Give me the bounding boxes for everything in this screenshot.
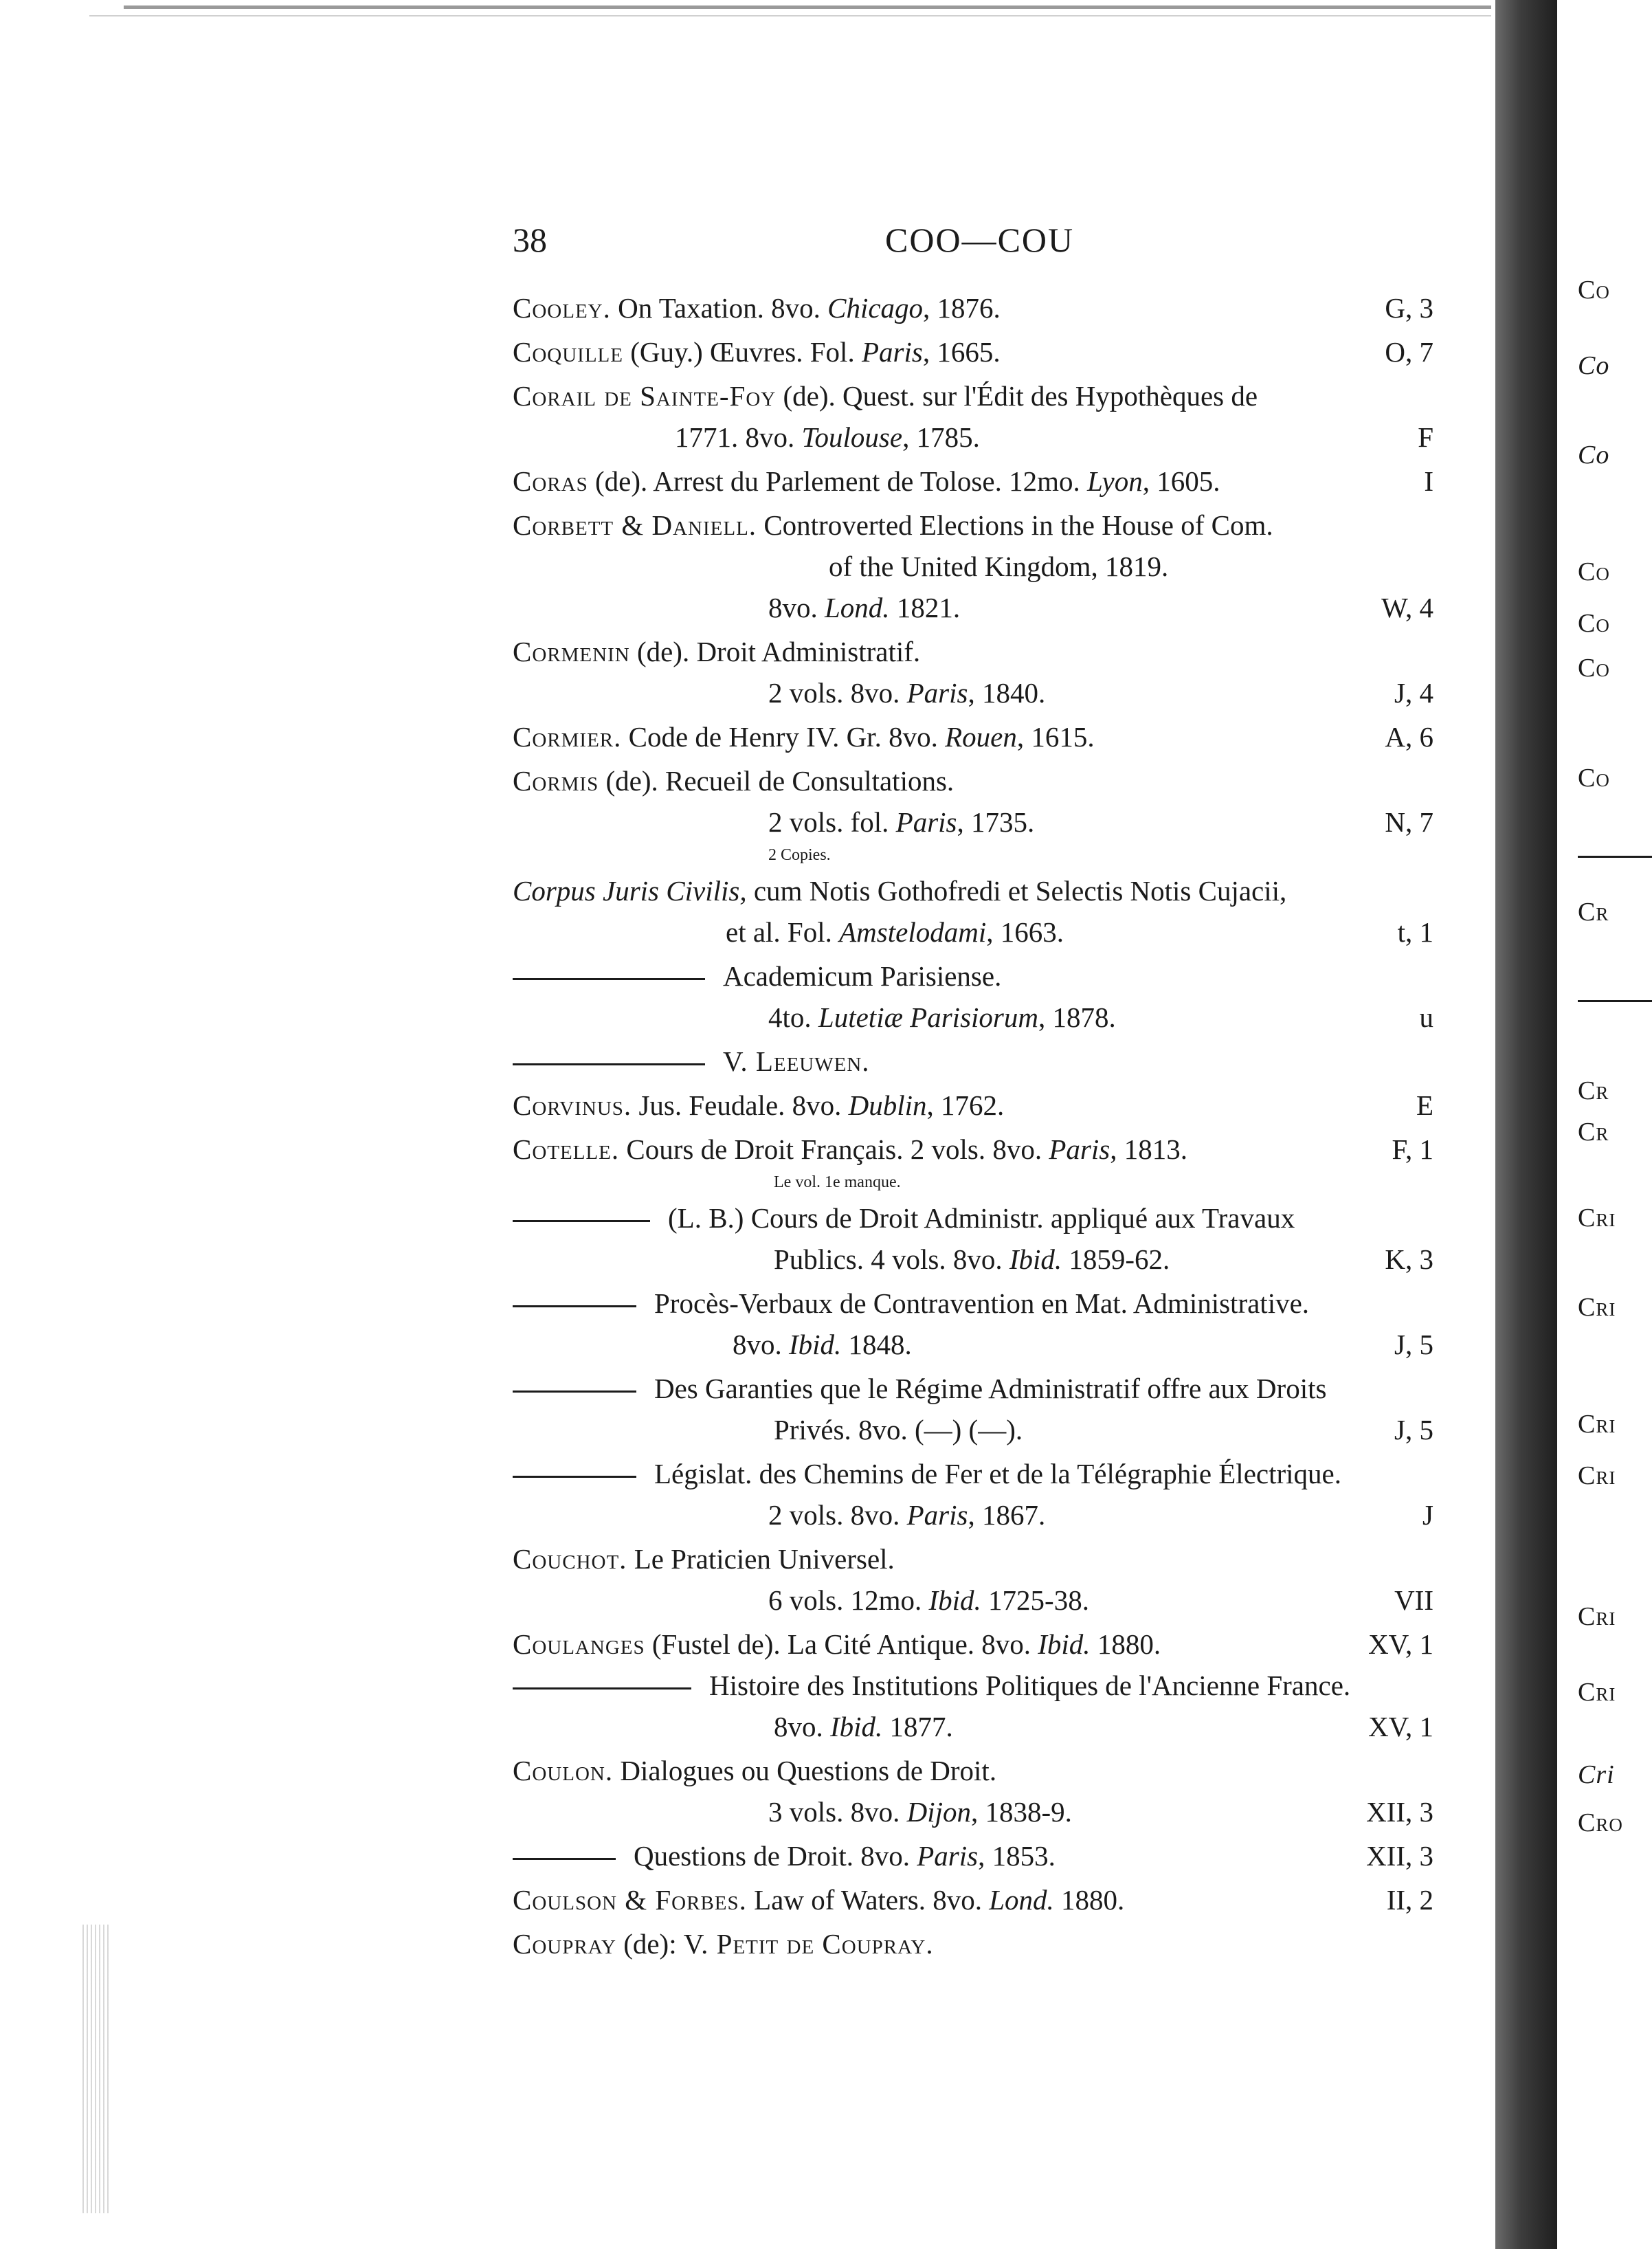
facing-page-text: Cri xyxy=(1578,1760,1615,1789)
entry-line xyxy=(513,1129,1433,1170)
entry-date: 1880. xyxy=(1090,1628,1161,1660)
facing-page-text: Co xyxy=(1578,441,1610,469)
entry-place: Paris xyxy=(861,336,923,368)
shelf-location: J, 4 xyxy=(1394,677,1433,709)
entry-text: Cours de Droit Français. 2 vols. 8vo. xyxy=(619,1133,1049,1165)
shelf-location: I xyxy=(1424,465,1433,497)
book-gutter xyxy=(1495,0,1557,2249)
entry-line xyxy=(513,1041,1433,1082)
entry-line xyxy=(513,331,1433,373)
facing-page-text: Co xyxy=(1578,351,1610,380)
shelf-location: XV, 1 xyxy=(1368,1711,1433,1742)
facing-page-text: Co xyxy=(1578,654,1610,683)
shelf-location: O, 7 xyxy=(1385,336,1433,368)
entry-text: Law of Waters. 8vo. xyxy=(746,1884,990,1916)
facing-page-text: Co xyxy=(1578,609,1610,638)
entry-text: 6 vols. 12mo. xyxy=(768,1584,929,1616)
entry-author: V. Leeuwen. xyxy=(723,1045,870,1077)
ditto-dash xyxy=(513,1858,616,1860)
ditto-dash xyxy=(513,1391,636,1393)
entry-line xyxy=(513,672,1433,713)
entry-text: 2 vols. fol. xyxy=(768,806,896,838)
entry-line xyxy=(513,1368,1433,1409)
shelf-location: A, 6 xyxy=(1385,721,1433,753)
entry-date: , 1853. xyxy=(978,1840,1056,1872)
entry-date: , 1605. xyxy=(1142,465,1220,497)
entry-author: Coulson & Forbes. xyxy=(513,1884,747,1916)
entry-text: (de): xyxy=(616,1928,684,1960)
entry-line xyxy=(513,843,1433,867)
entry-author: Cormis xyxy=(513,765,599,797)
entry-text: Controverted Elections in the House of Com. xyxy=(757,509,1273,541)
entry-place: Ibid. xyxy=(789,1329,842,1360)
entry-line xyxy=(513,1170,1433,1195)
catalogue-entry xyxy=(513,1368,1433,1450)
catalogue-entry xyxy=(513,287,1433,329)
entry-date: , 1615. xyxy=(1016,721,1095,753)
entry-line xyxy=(513,870,1433,911)
entry-text: (de). Droit Administratif. xyxy=(629,636,921,667)
entry-text: On Taxation. 8vo. xyxy=(610,292,828,324)
entry-line xyxy=(513,716,1433,757)
shelf-location: VII xyxy=(1394,1584,1433,1616)
catalogue-entry xyxy=(513,1129,1433,1195)
entry-line xyxy=(513,1665,1433,1706)
entry-line xyxy=(513,461,1433,502)
ditto-dash xyxy=(513,1687,691,1689)
page-header xyxy=(513,220,1433,275)
shelf-location: G, 3 xyxy=(1385,292,1433,324)
entry-date: , 1813. xyxy=(1110,1133,1187,1165)
ditto-dash xyxy=(513,1220,650,1222)
entry-date: 1877. xyxy=(882,1711,953,1742)
entry-place: Ibid. xyxy=(928,1584,981,1616)
entry-text: 2 vols. 8vo. xyxy=(768,677,907,709)
facing-page-text: Cr xyxy=(1578,1118,1609,1146)
entry-date: , 1762. xyxy=(926,1089,1005,1121)
entry-text: 2 vols. 8vo. xyxy=(768,1499,907,1531)
entry-place: Paris xyxy=(917,1840,979,1872)
entry-date: , 1838-9. xyxy=(971,1796,1072,1828)
entry-author: Coulanges xyxy=(513,1628,645,1660)
catalogue-entry xyxy=(513,1750,1433,1832)
entry-author: Corail de Sainte-Foy xyxy=(513,380,777,412)
facing-page-text: Cri xyxy=(1578,1293,1616,1322)
facing-page-text: Co xyxy=(1578,764,1610,793)
entry-line xyxy=(513,1283,1433,1324)
entry-date: 1821. xyxy=(889,592,961,623)
entry-text: 3 vols. 8vo. xyxy=(768,1796,907,1828)
entry-date: , 1665. xyxy=(922,336,1001,368)
facing-page-text: Cri xyxy=(1578,1461,1616,1490)
catalogue-entry xyxy=(513,631,1433,713)
entry-place: Amstelodami xyxy=(839,916,987,948)
page-top-edge-shadow xyxy=(89,15,1491,16)
entry-title: Corpus Juris Civilis, xyxy=(513,875,747,907)
catalogue-entry xyxy=(513,1923,1433,1964)
entry-line xyxy=(513,505,1433,546)
entry-line xyxy=(513,955,1433,997)
entry-text: Histoire des Institutions Politiques de l'Ancienne France. xyxy=(709,1670,1351,1701)
entry-place: Ibid. xyxy=(1009,1243,1062,1275)
entry-text: Academicum Parisiense. xyxy=(723,960,1002,992)
entry-text: of the United Kingdom, 1819. xyxy=(829,551,1169,582)
entry-author: Cormier. xyxy=(513,721,622,753)
entry-line xyxy=(513,801,1433,843)
running-head: COO—COU xyxy=(885,221,1075,259)
entry-line xyxy=(513,1624,1433,1665)
facing-page-dash xyxy=(1578,1000,1652,1002)
entry-text: Le Praticien Universel. xyxy=(627,1543,895,1575)
entry-text: Privés. 8vo. (—) (—). xyxy=(774,1414,1023,1445)
shelf-location: J, 5 xyxy=(1394,1329,1433,1360)
entry-text: (L. B.) Cours de Droit Administr. appliqué aux Travaux xyxy=(668,1202,1295,1234)
catalogue-entry xyxy=(513,1879,1433,1920)
facing-page-text: Cri xyxy=(1578,1204,1616,1232)
entry-place: Lond. xyxy=(825,592,890,623)
entry-text: Procès-Verbaux de Contravention en Mat. Administrative. xyxy=(654,1287,1310,1319)
ditto-dash xyxy=(513,978,705,980)
stacked-page-edges xyxy=(82,1925,110,2213)
entry-line xyxy=(513,760,1433,801)
catalogue-entry xyxy=(513,1624,1433,1747)
catalogue-entry xyxy=(513,955,1433,1038)
entry-place: Ibid. xyxy=(1038,1628,1091,1660)
entry-line xyxy=(513,1494,1433,1536)
entry-line xyxy=(513,1538,1433,1580)
facing-page-text: Cri xyxy=(1578,1602,1616,1631)
shelf-location: u xyxy=(1419,1001,1433,1033)
catalogue-entry xyxy=(513,1453,1433,1536)
entry-date: , 1876. xyxy=(923,292,1001,324)
entry-date: 1880. xyxy=(1053,1884,1125,1916)
shelf-location: F, 1 xyxy=(1392,1133,1433,1165)
entry-line xyxy=(513,375,1433,417)
shelf-location: J, 5 xyxy=(1394,1414,1433,1445)
catalogue-entry xyxy=(513,1538,1433,1621)
entry-author: Coquille xyxy=(513,336,623,368)
entry-text: Législat. des Chemins de Fer et de la Télégraphie Électrique. xyxy=(654,1458,1341,1489)
catalogue-entry xyxy=(513,1197,1433,1280)
entry-line xyxy=(513,1580,1433,1621)
entry-text: 2 Copies. xyxy=(768,846,831,864)
shelf-location: t, 1 xyxy=(1397,916,1433,948)
entry-place: Chicago xyxy=(827,292,924,324)
entry-author: Coras xyxy=(513,465,588,497)
entry-text: Le vol. 1e manque. xyxy=(774,1173,901,1191)
entry-author: Couchot. xyxy=(513,1543,627,1575)
entry-place: Toulouse xyxy=(801,421,903,453)
facing-page-fragment xyxy=(1557,0,1652,2249)
entry-line xyxy=(513,1791,1433,1832)
entry-line xyxy=(513,546,1433,587)
entry-text: (de). Arrest du Parlement de Tolose. 12mo. xyxy=(588,465,1087,497)
entry-text: Questions de Droit. 8vo. xyxy=(634,1840,917,1872)
entry-text: Jus. Feudale. 8vo. xyxy=(632,1089,849,1121)
entry-line xyxy=(513,911,1433,953)
facing-page-text: Co xyxy=(1578,557,1610,586)
facing-page-text: Cri xyxy=(1578,1410,1616,1439)
catalogue-entry xyxy=(513,505,1433,628)
entry-date: , 1785. xyxy=(902,421,980,453)
catalogue-entry xyxy=(513,1085,1433,1126)
entry-line xyxy=(513,631,1433,672)
entry-line xyxy=(513,1923,1433,1964)
catalogue-entry xyxy=(513,331,1433,373)
entry-line xyxy=(513,1324,1433,1365)
facing-page-dash xyxy=(1578,856,1652,858)
entry-place: Paris xyxy=(1049,1133,1110,1165)
ditto-dash xyxy=(513,1305,636,1307)
entry-line xyxy=(513,1835,1433,1876)
entry-date: , 1840. xyxy=(968,677,1046,709)
entry-line xyxy=(513,1197,1433,1239)
ditto-dash xyxy=(513,1063,705,1065)
entry-text: 8vo. xyxy=(774,1711,830,1742)
entry-author: Corbett & Daniell. xyxy=(513,509,757,541)
entry-line xyxy=(513,1085,1433,1126)
entry-place: Dublin xyxy=(848,1089,927,1121)
entry-line xyxy=(513,1409,1433,1450)
catalogue-entry xyxy=(513,760,1433,867)
entry-date: , 1663. xyxy=(986,916,1064,948)
entry-line xyxy=(513,417,1433,458)
entry-text: Dialogues ou Questions de Droit. xyxy=(613,1755,997,1786)
facing-page-text: Co xyxy=(1578,276,1610,304)
entry-place: Lond. xyxy=(989,1884,1054,1916)
catalogue-entry xyxy=(513,461,1433,502)
catalogue-entries xyxy=(513,285,1433,1964)
entry-author: Cormenin xyxy=(513,636,630,667)
entry-place: Paris xyxy=(906,1499,968,1531)
shelf-location: E xyxy=(1416,1089,1433,1121)
entry-text: (Guy.) Œuvres. Fol. xyxy=(623,336,862,368)
entry-place: Ibid. xyxy=(830,1711,883,1742)
entry-text: 4to. xyxy=(768,1001,818,1033)
entry-text: Des Garanties que le Régime Administratif offre aux Droits xyxy=(654,1373,1327,1404)
entry-author: Cooley. xyxy=(513,292,611,324)
page-number: 38 xyxy=(513,221,547,259)
entry-date: , 1878. xyxy=(1038,1001,1116,1033)
entry-text: (de). Recueil de Consultations. xyxy=(599,765,955,797)
entry-author: Corvinus. xyxy=(513,1089,632,1121)
catalogue-entry xyxy=(513,1041,1433,1082)
facing-page-text: Cro xyxy=(1578,1808,1623,1837)
entry-author: Coupray xyxy=(513,1928,616,1960)
facing-page-text: Cr xyxy=(1578,898,1609,927)
entry-date: , 1867. xyxy=(968,1499,1046,1531)
entry-text: (Fustel de). La Cité Antique. 8vo. xyxy=(645,1628,1038,1660)
entry-text: 8vo. xyxy=(733,1329,789,1360)
catalogue-entry xyxy=(513,716,1433,757)
entry-date: , 1735. xyxy=(957,806,1035,838)
page-top-edge xyxy=(124,5,1491,9)
entry-date: 1725-38. xyxy=(981,1584,1089,1616)
entry-line xyxy=(513,1750,1433,1791)
catalogue-entry xyxy=(513,1283,1433,1365)
catalogue-entry xyxy=(513,870,1433,953)
entry-line xyxy=(513,1453,1433,1494)
entry-place: Paris xyxy=(895,806,957,838)
entry-text: 8vo. xyxy=(768,592,825,623)
entry-line xyxy=(513,587,1433,628)
entry-text: et al. Fol. xyxy=(726,916,840,948)
shelf-location: XII, 3 xyxy=(1366,1796,1433,1828)
shelf-location: F xyxy=(1418,421,1433,453)
facing-page-text: Cri xyxy=(1578,1678,1616,1707)
entry-line xyxy=(513,1239,1433,1280)
entry-date: 1848. xyxy=(841,1329,912,1360)
entry-line xyxy=(513,997,1433,1038)
entry-author: Coulon. xyxy=(513,1755,614,1786)
entry-text: 1771. 8vo. xyxy=(675,421,802,453)
entry-place: Paris xyxy=(906,677,968,709)
entry-text: Publics. 4 vols. 8vo. xyxy=(774,1243,1009,1275)
entry-text: (de). Quest. sur l'Édit des Hypothèques de xyxy=(776,380,1258,412)
catalogue-entry xyxy=(513,1835,1433,1876)
shelf-location: N, 7 xyxy=(1385,806,1433,838)
shelf-location: XV, 1 xyxy=(1368,1628,1433,1660)
entry-line xyxy=(513,1879,1433,1920)
shelf-location: J xyxy=(1422,1499,1433,1531)
entry-text: Code de Henry IV. Gr. 8vo. xyxy=(621,721,946,753)
facing-page-text: Cr xyxy=(1578,1076,1609,1105)
ditto-dash xyxy=(513,1476,636,1478)
entry-line xyxy=(513,287,1433,329)
catalogue-entry xyxy=(513,375,1433,458)
entry-place: Lyon xyxy=(1086,465,1143,497)
shelf-location: W, 4 xyxy=(1381,592,1433,623)
entry-line xyxy=(513,1706,1433,1747)
entry-author: Cotelle. xyxy=(513,1133,620,1165)
shelf-location: II, 2 xyxy=(1386,1884,1433,1916)
entry-place: Lutetiæ Parisiorum xyxy=(818,1001,1038,1033)
shelf-location: XII, 3 xyxy=(1366,1840,1433,1872)
entry-cross-reference: V. Petit de Coupray. xyxy=(683,1928,934,1960)
entry-place: Dijon xyxy=(906,1796,972,1828)
entry-place: Rouen xyxy=(945,721,1017,753)
entry-date: 1859-62. xyxy=(1062,1243,1170,1275)
entry-text: cum Notis Gothofredi et Selectis Notis Cujacii, xyxy=(746,875,1287,907)
shelf-location: K, 3 xyxy=(1385,1243,1433,1275)
